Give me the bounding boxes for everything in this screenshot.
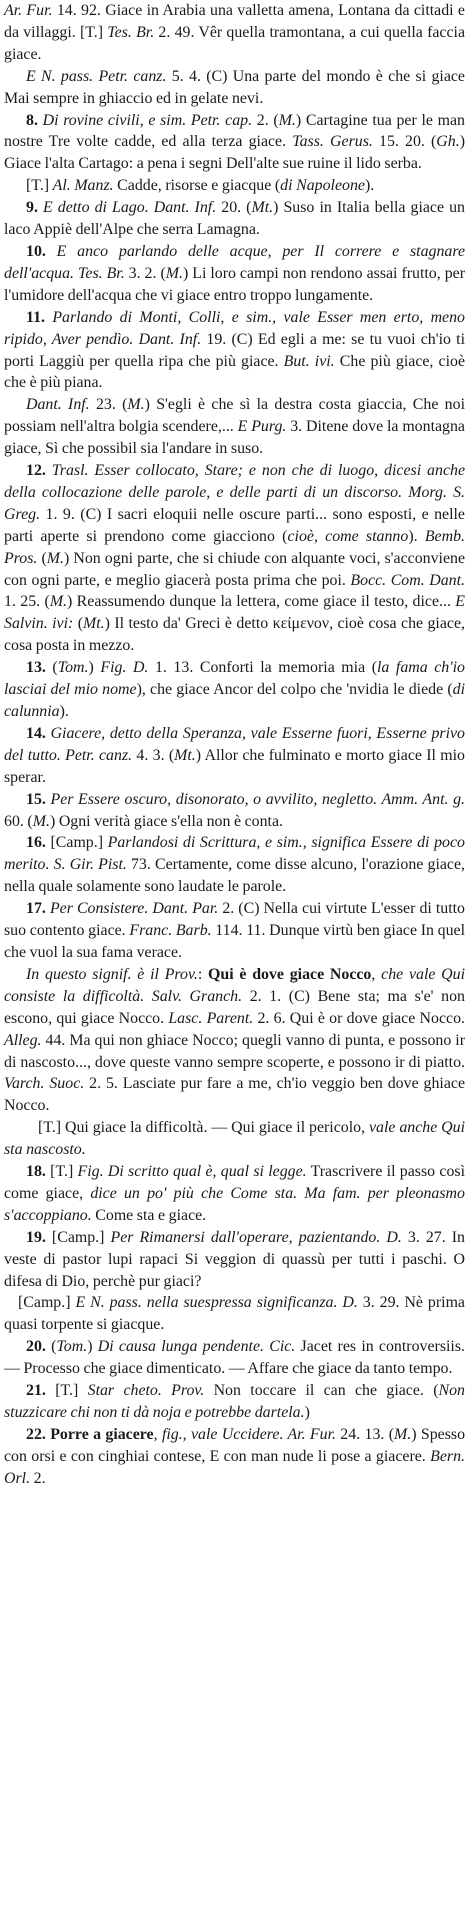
italic-text: vale anche Qui sta nascosto. xyxy=(4,1119,465,1159)
body-text: 2. ( xyxy=(252,111,279,129)
sense-number: 20. xyxy=(26,1338,52,1356)
italic-text: E Salvin. ivi: xyxy=(4,593,465,633)
body-text: 14. 92. Giace in Arabia una valletta amena, Lontana da cittadi e da villaggi. [T.] xyxy=(4,2,465,41)
sense-number: 16. xyxy=(26,834,51,852)
italic-text: M. xyxy=(165,264,183,282)
body-text: [T.] xyxy=(55,1382,88,1400)
italic-text: fig., vale Uccidere. Ar. Fur. xyxy=(161,1425,336,1443)
sense-number: 18. xyxy=(26,1163,51,1181)
sense-number: 17. xyxy=(26,900,50,918)
entry-paragraph xyxy=(4,110,465,176)
italic-text: Di causa lunga pendente. Cic. xyxy=(97,1338,296,1356)
sense-number: 21. xyxy=(26,1382,56,1400)
italic-text: Varch. Suoc. xyxy=(4,1075,85,1093)
body-text: , xyxy=(153,1425,162,1443)
body-text: 1. 25. ( xyxy=(4,593,50,611)
body-text: ). xyxy=(408,527,425,545)
entry-paragraph xyxy=(4,964,465,1117)
body-text: [Camp.] xyxy=(50,834,108,852)
body-text: [Camp.] xyxy=(51,1228,111,1246)
entry-paragraph xyxy=(4,0,465,66)
italic-text: Tom. xyxy=(57,659,89,677)
body-text: : xyxy=(197,965,208,983)
sense-number: Porre a giacere xyxy=(50,1425,154,1443)
italic-text: Tom. xyxy=(56,1338,88,1356)
body-text: 1. 9. (C) I sacri eloquii nelle oscure parti... sono esposti, e nelle parti aperte si prendono come giacciono ( xyxy=(4,505,465,545)
italic-text: Trasl. Esser collocato, Stare; e non che di luogo, dicesi anche della collocazione delle parole, e delle parti di un discorso. Morg. S. Greg. xyxy=(4,462,466,523)
italic-text: Per Rimanersi dall'operare, pazientando. D. xyxy=(110,1228,402,1246)
body-text: 2. 5. Lasciate pur fare a me, ch'io veggio ben dove ghiace Nocco. xyxy=(4,1075,465,1115)
italic-text: Mt. xyxy=(174,746,196,764)
body-text: 2. 49. Vêr quella tramontana, a cui quella faccia giace. xyxy=(4,23,466,63)
italic-text: Star cheto. Prov. xyxy=(87,1382,205,1400)
italic-text: Mt. xyxy=(251,199,274,217)
body-text: 3. 29. Nè prima quasi torpente si giacque. xyxy=(4,1294,465,1334)
body-text: ) Suso in Italia bella giace un laco Appiè dell'Alpe che serra Lamagna. xyxy=(4,199,465,239)
entry-paragraph xyxy=(4,66,465,110)
italic-text: Al. Manz. xyxy=(52,177,114,195)
body-text: Non toccare il can che giace. ( xyxy=(204,1382,439,1400)
italic-text: M. xyxy=(127,396,145,414)
italic-text: M. xyxy=(278,111,296,129)
entry-paragraph xyxy=(4,898,465,964)
body-text: ) Il testo da' Greci è detto κείμενον, cioè cosa che giace, cosa posta in mezzo. xyxy=(4,615,465,655)
italic-text: la fama ch'io lasciai del mio nome xyxy=(4,659,465,699)
body-text: ) Cartagine tua per le man nostre Tre volte cadde, ed alla terza giace. xyxy=(4,111,466,151)
body-text: 2. (C) Nella cui virtute L'esser di tutto suo contento giace. xyxy=(4,900,466,940)
body-text: 73. Certamente, come disse alcuno, l'orazione giace, nella quale solamente sono laudate le parole. xyxy=(4,856,465,896)
italic-text: M. xyxy=(394,1425,412,1443)
body-text: 5. 4. (C) Una parte del mondo è che si giace Mai sempre in ghiaccio ed in gelate nevi. xyxy=(4,67,465,107)
entry-paragraph xyxy=(4,832,465,898)
body-text: ) S'egli è che sì la destra costa giaccia, Che noi possiam nell'altra bolgia scendere,... xyxy=(4,396,465,436)
italic-text: E N. pass. Petr. canz. xyxy=(26,67,167,85)
body-text: 1. 13. Conforti la memoria mia ( xyxy=(148,659,377,677)
body-text: 2. 1. (C) Bene sta; ma s'e' non escono, qui giace Nocco. xyxy=(4,987,466,1027)
body-text: 3. 27. In veste di pastor lupi rapaci Si veggion di quassù per tutti i paschi. O difesa di Dio, perchè pur giaci? xyxy=(4,1228,465,1290)
body-text: Cadde, risorse e giacque ( xyxy=(113,177,281,195)
italic-text: Parlandosi di Scrittura, e sim., significa Essere di poco merito. S. Gir. Pist. xyxy=(4,834,465,874)
italic-text: Giacere, detto della Speranza, vale Esserne fuori, Esserne privo del tutto. Petr. canz. xyxy=(4,724,465,764)
italic-text: Franc. Barb. xyxy=(129,922,212,940)
sense-number: 14. xyxy=(26,724,51,742)
sense-number: 10. xyxy=(26,242,57,260)
italic-text: Non stuzzicare chi non ti dà noja e potrebbe dartela. xyxy=(4,1382,465,1421)
body-text: 19. (C) Ed egli a me: se tu vuoi ch'io ti porti Laggiù per quella ripa che più giace. xyxy=(4,330,465,370)
italic-text: Bemb. Pros. xyxy=(4,527,465,567)
italic-text: di Napoleone xyxy=(280,177,365,195)
sense-number: 22. xyxy=(26,1425,51,1443)
entry-paragraph xyxy=(4,307,465,395)
italic-text: But. ivi. xyxy=(283,352,335,370)
sense-number: 19. xyxy=(26,1228,52,1246)
body-text: ), che giace Ancor del colpo che 'nvidia le diede ( xyxy=(136,681,453,699)
body-text: 15. 20. ( xyxy=(372,133,437,151)
italic-text: dice un po' più che Come sta. Ma fam. per pleonasmo s'accoppiano. xyxy=(4,1184,465,1224)
entry-paragraph xyxy=(4,1380,465,1424)
body-text: ) Li loro campi non rendono assai frutto, per l'umidore dell'acqua che vi giace entro troppo lungamente. xyxy=(4,264,465,304)
body-text: ) xyxy=(304,1404,310,1421)
italic-text: E Purg. xyxy=(237,418,287,436)
body-text: Che più giace, cioè che è più piana. xyxy=(4,352,465,392)
body-text: 3. 2. ( xyxy=(124,264,166,282)
italic-text: Parlando di Monti, Colli, e sim., vale Esser men erto, meno ripido, Aver pendìo. Dant. Inf. xyxy=(4,308,465,348)
italic-text: di calunnia xyxy=(4,681,465,720)
italic-text: M. xyxy=(49,593,68,611)
entry-paragraph xyxy=(4,723,465,789)
body-text: 2. xyxy=(30,1469,46,1487)
entry-paragraph xyxy=(4,657,465,723)
body-text: Jacet res in controversiis. — Processo che giace dimenticato. — Affare che giace da tanto tempo. xyxy=(4,1338,465,1378)
sense-number: 12. xyxy=(26,462,52,480)
body-text: ( xyxy=(52,659,58,677)
body-text: ). xyxy=(59,703,69,720)
italic-text: Per Consistere. Dant. Par. xyxy=(49,900,219,918)
italic-text: E N. pass. nella suespressa significanza. D. xyxy=(75,1294,358,1312)
body-text: ( xyxy=(37,549,47,567)
body-text: ) Reassumendo dunque la lettera, come giace il testo, dice... xyxy=(67,593,456,611)
italic-text: Gh. xyxy=(436,133,460,151)
entry-paragraph xyxy=(4,394,465,460)
italic-text: M. xyxy=(46,549,64,567)
sense-number: 11. xyxy=(26,308,53,326)
italic-text: Mt. xyxy=(83,615,105,633)
italic-text: Lasc. Parent. xyxy=(168,1009,254,1027)
body-text: ) Allor che fulminato e morto giace Il mio sperar. xyxy=(4,746,465,786)
entry-paragraph xyxy=(4,1336,465,1380)
italic-text: Per Essere oscuro, disonorato, o avvilito, negletto. Amm. Ant. g. xyxy=(50,790,465,808)
sense-number: 13. xyxy=(26,659,53,677)
italic-text: Ar. Fur. xyxy=(4,2,53,19)
entry-paragraph xyxy=(4,197,465,241)
entry-paragraph xyxy=(4,1161,465,1227)
body-text: 60. ( xyxy=(4,812,33,830)
italic-text: Dant. Inf. xyxy=(26,396,90,414)
body-text: [T.] Qui giace la difficoltà. — Qui giace il pericolo, xyxy=(38,1119,369,1137)
body-text: Come sta e giace. xyxy=(91,1206,207,1224)
body-text: ) xyxy=(87,1338,98,1356)
entry-paragraph xyxy=(4,1227,465,1293)
body-text: 114. 11. Dunque virtù ben giace In quel che vuol la sua fama verace. xyxy=(4,922,465,961)
sense-number: 9. xyxy=(26,199,43,217)
entry-paragraph xyxy=(4,1117,465,1161)
body-text: ( xyxy=(51,1338,57,1356)
body-text: [Camp.] xyxy=(18,1294,76,1312)
body-text: ) Non ogni parte, che si chiude con alquante voci, s'acconviene con ogni parte, e meglio giacerà posta prima che poi. xyxy=(4,549,465,589)
body-text: 23. ( xyxy=(89,396,128,414)
entry-paragraph xyxy=(4,789,465,833)
italic-text: che vale Qui consiste la difficoltà. Salv. Granch. xyxy=(4,965,466,1005)
entry-paragraph xyxy=(4,460,465,657)
body-text: 20. ( xyxy=(216,199,252,217)
italic-text: Alleg. xyxy=(4,1031,42,1049)
italic-text: cioè, come stanno xyxy=(287,527,409,545)
entry-paragraph xyxy=(4,175,465,197)
body-text: ) Ogni verità giace s'ella non è conta. xyxy=(49,812,283,830)
body-text: 24. 13. ( xyxy=(335,1425,395,1443)
italic-text: Tes. Br. xyxy=(107,23,155,41)
entry-paragraph xyxy=(4,241,465,307)
sense-number: 8. xyxy=(26,111,43,129)
italic-text: Tass. Gerus. xyxy=(292,133,373,151)
body-text: ) xyxy=(88,659,101,677)
body-text: ( xyxy=(73,615,84,633)
body-text: 3. Ditene dove la montagna giace, Sì che possibil sia l'andare in suso. xyxy=(4,418,465,458)
italic-text: Fig. Di scritto qual è, qual si legge. xyxy=(77,1163,307,1181)
body-text: , xyxy=(371,965,382,983)
italic-text: E detto di Lago. Dant. Inf. xyxy=(42,199,217,217)
entry-paragraph xyxy=(4,1424,465,1490)
sense-number: 15. xyxy=(26,790,51,808)
italic-text: Bocc. Com. Dant. xyxy=(350,571,466,589)
body-text: ). xyxy=(364,177,375,195)
body-text: 44. Ma qui non ghiace Nocco; quegli vanno di punta, e possono ir di nascosto..., dove queste vanno sempre scoperte, e possono ir di piatto. xyxy=(4,1031,465,1071)
italic-text: Bern. Orl. xyxy=(4,1447,465,1487)
entry-paragraph xyxy=(4,1292,465,1336)
body-text: 4. 3. ( xyxy=(132,746,175,764)
body-text: [T.] xyxy=(50,1163,78,1181)
sense-number: Qui è dove giace Nocco xyxy=(208,965,372,983)
body-text: ) Giace l'alta Cartago: a pena i segni Dell'alte sue ruine il lido serba. xyxy=(4,133,465,173)
italic-text: Di rovine civili, e sim. Petr. cap. xyxy=(42,111,253,129)
italic-text: E anco parlando delle acque, per Il correre e stagnare dell'acqua. Tes. Br. xyxy=(4,242,466,282)
body-text: Trascrivere il passo così come giace, xyxy=(4,1163,465,1202)
body-text: [T.] xyxy=(26,177,53,195)
body-text: 2. 6. Qui è or dove giace Nocco. xyxy=(253,1009,465,1027)
italic-text: Fig. D. xyxy=(100,659,149,677)
italic-text: In questo signif. è il Prov. xyxy=(26,965,198,983)
italic-text: M. xyxy=(32,812,50,830)
body-text: ) Spesso con orsi e con cinghiai contese, E con man nude li pose a giacere. xyxy=(4,1425,466,1465)
